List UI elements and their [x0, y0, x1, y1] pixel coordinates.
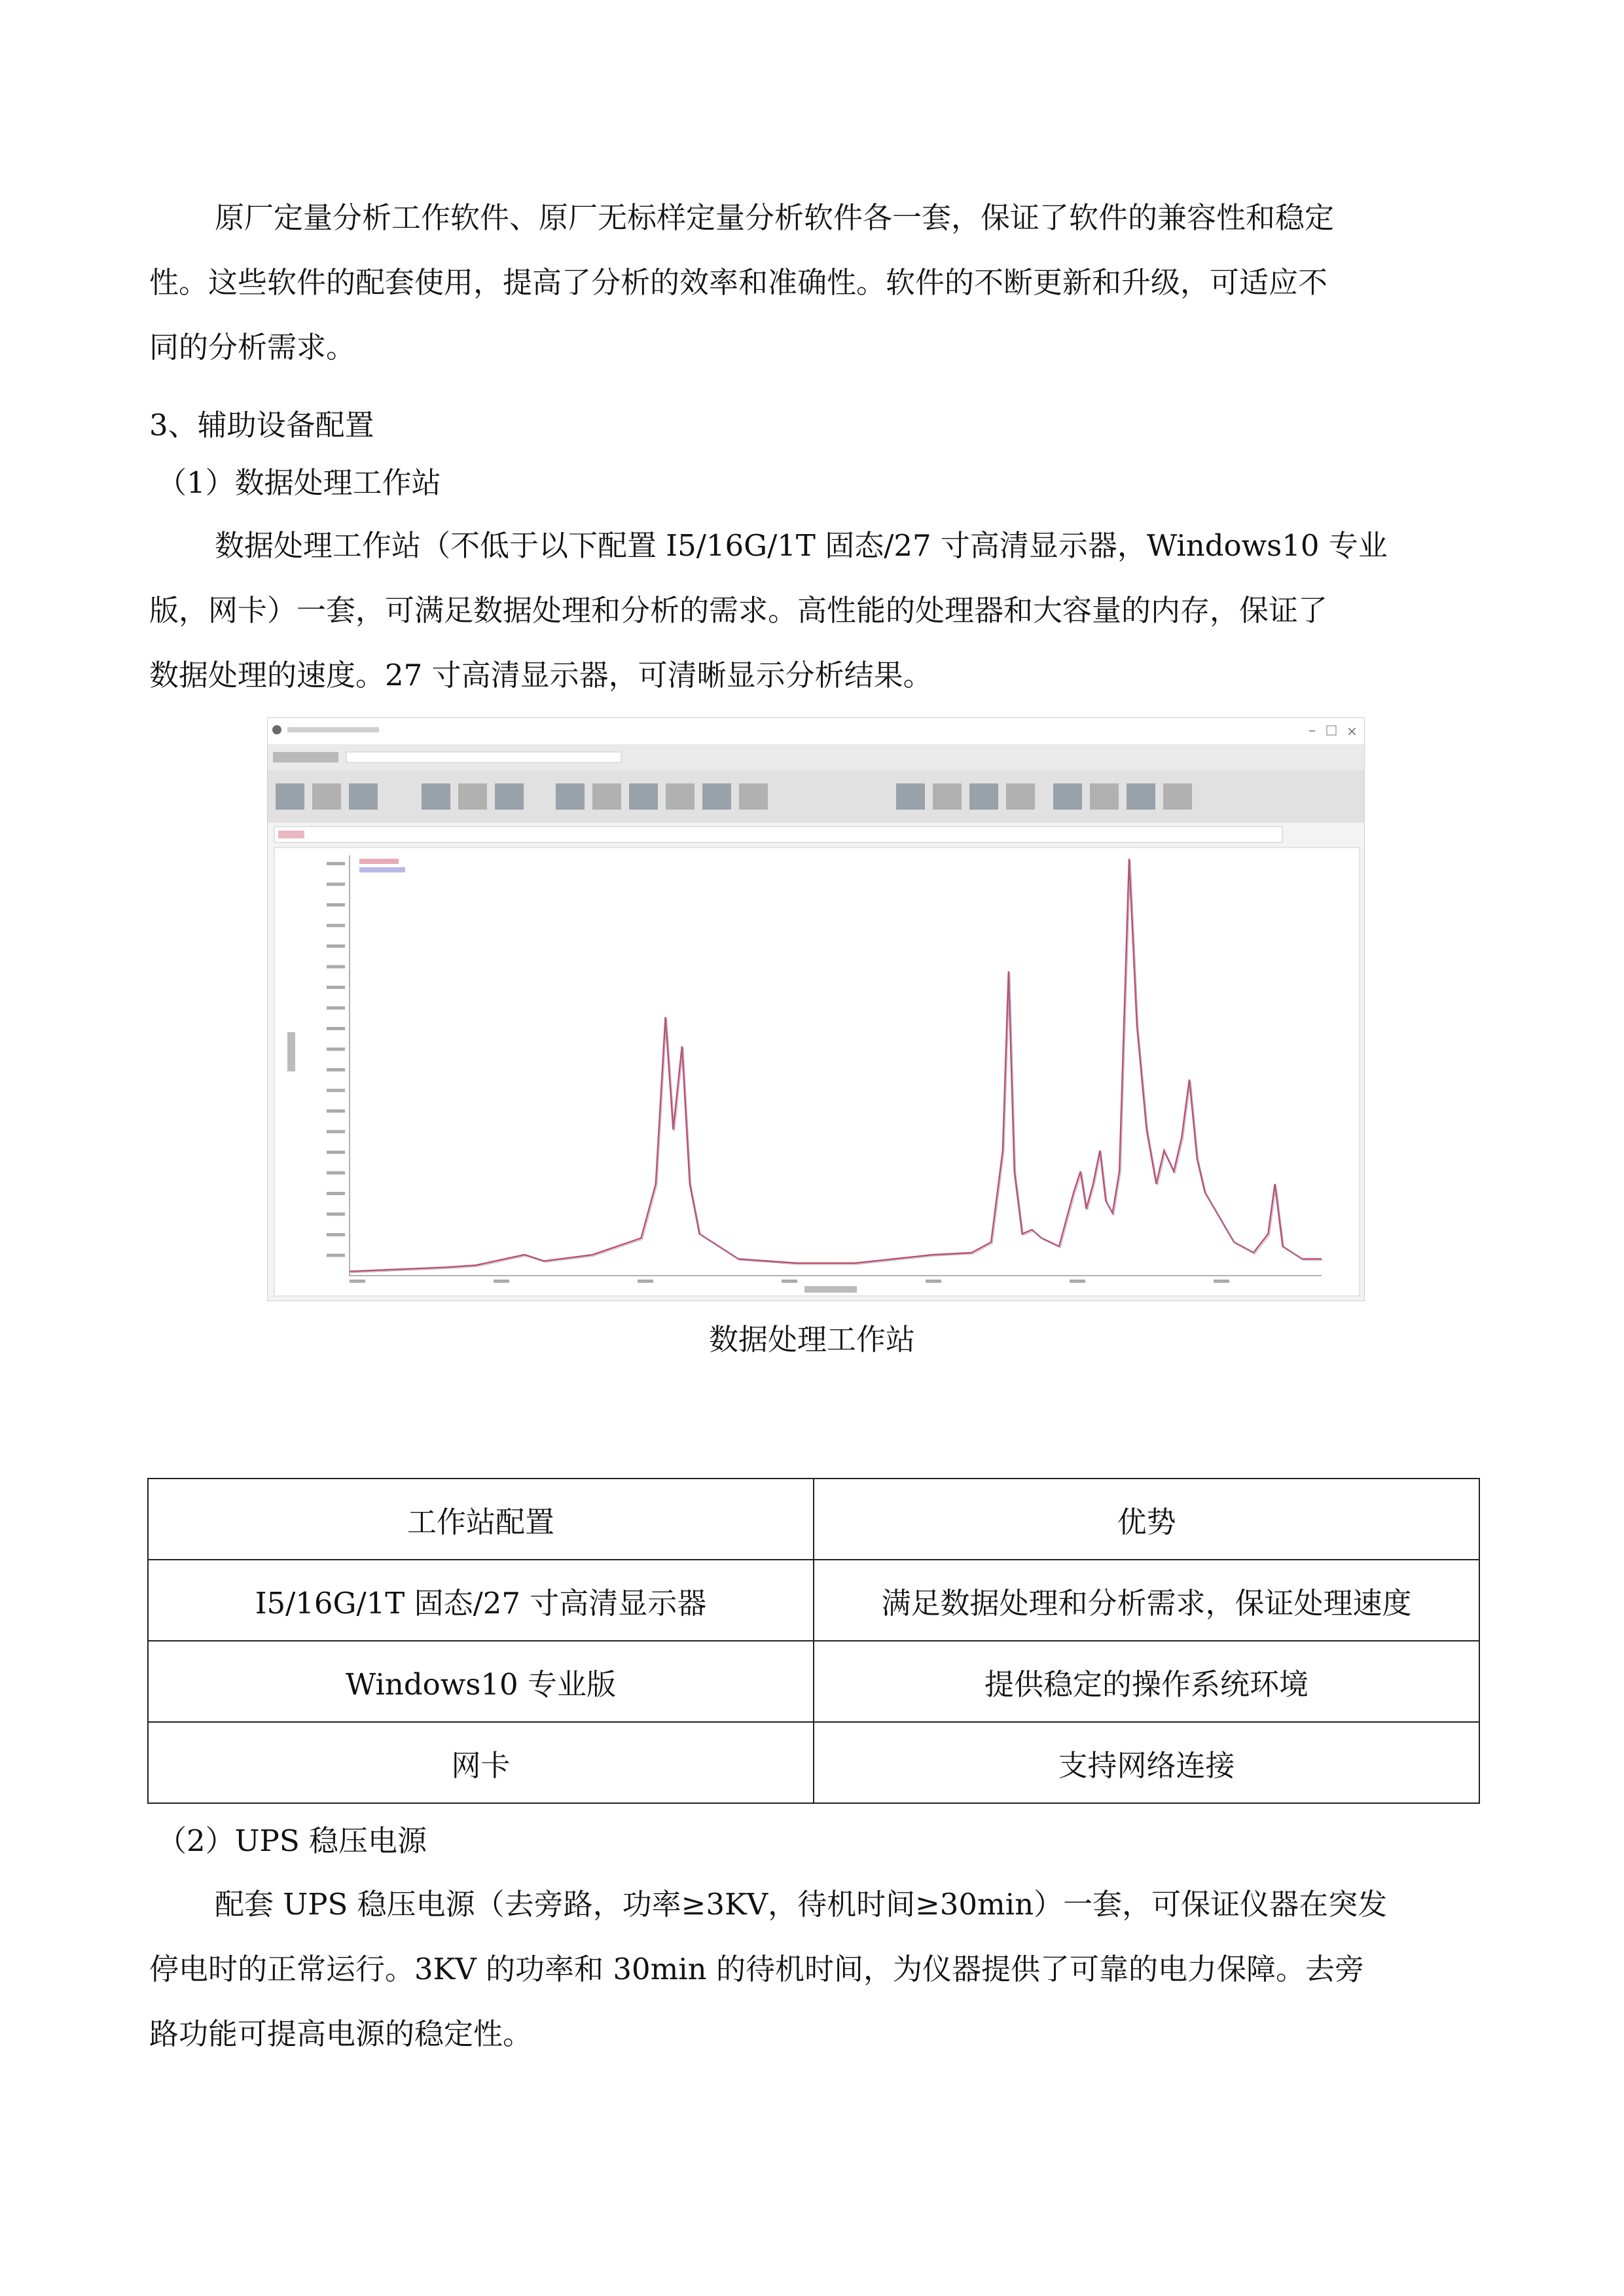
y-tick-label: [327, 965, 345, 969]
sub2-line-1: 配套 UPS 稳压电源（去旁路，功率≥3KV，待机时间≥30min）一套，可保证仪器在突发: [215, 1887, 1388, 1922]
cell-advantage: 提供稳定的操作系统环境: [814, 1641, 1479, 1722]
intro-line-3: 同的分析需求。: [149, 330, 356, 365]
path-bar[interactable]: [274, 827, 1282, 842]
y-tick-label: [327, 1048, 345, 1051]
cell-advantage: 满足数据处理和分析需求，保证处理速度: [814, 1560, 1479, 1641]
sub2-line-3: 路功能可提高电源的稳定性。: [149, 2017, 533, 2051]
cell-config: 网卡: [148, 1722, 814, 1803]
toolbar-button-icon[interactable]: [739, 783, 768, 810]
y-tick-label: [327, 1130, 345, 1134]
cell-config: I5/16G/1T 固态/27 寸高清显示器: [148, 1560, 814, 1641]
sub1-line-1: 数据处理工作站（不低于以下配置 I5/16G/1T 固态/27 寸高清显示器，Windows10 专业: [215, 528, 1388, 563]
toolbar-button-icon[interactable]: [896, 783, 925, 810]
toolbar-button-icon[interactable]: [629, 783, 658, 810]
y-tick-label: [327, 986, 345, 989]
toolbar-button-icon[interactable]: [556, 783, 585, 810]
app-icon: [272, 725, 281, 734]
sub2-line-2: 停电时的正常运行。3KV 的功率和 30min 的待机时间，为仪器提供了可靠的电力保障。去旁: [149, 1952, 1364, 1986]
x-axis-label-placeholder: [804, 1286, 857, 1293]
table-row: [148, 1641, 1479, 1722]
toolbar-button-icon[interactable]: [933, 783, 962, 810]
table-header-row: [148, 1479, 1479, 1560]
config-table: [147, 1478, 1480, 1804]
x-tick-label: [494, 1280, 509, 1283]
x-tick-label: [638, 1280, 653, 1283]
menu-combo[interactable]: [346, 752, 621, 762]
table-row: [148, 1722, 1479, 1803]
subsection-2-title: （2）UPS 稳压电源: [157, 1823, 427, 1858]
toolbar-button-icon[interactable]: [702, 783, 731, 810]
y-tick-label: [327, 1089, 345, 1092]
toolbar-button-icon[interactable]: [969, 783, 998, 810]
y-tick-label: [327, 1192, 345, 1195]
legend-entry-1: [359, 859, 399, 864]
window-title-placeholder: [287, 727, 379, 732]
path-chip: [278, 831, 304, 838]
cell-config: Windows10 专业版: [148, 1641, 814, 1722]
close-icon[interactable]: ×: [1346, 723, 1358, 739]
y-tick-label: [327, 1109, 345, 1113]
toolbar-button-icon[interactable]: [276, 783, 304, 810]
toolbar-button-icon[interactable]: [666, 783, 695, 810]
toolbar-button-icon[interactable]: [1090, 783, 1119, 810]
x-tick-label: [1070, 1280, 1085, 1283]
x-tick-label: [350, 1280, 365, 1283]
y-tick-label: [327, 1151, 345, 1154]
y-tick-label: [327, 883, 345, 886]
toolbar-button-icon[interactable]: [458, 783, 487, 810]
toolbar-button-icon[interactable]: [1053, 783, 1082, 810]
legend-entry-2: [359, 867, 405, 872]
intro-line-1: 原厂定量分析工作软件、原厂无标样定量分析软件各一套，保证了软件的兼容性和稳定: [215, 200, 1335, 235]
table-row: [148, 1560, 1479, 1641]
y-tick-label: [327, 1213, 345, 1216]
y-tick-label: [327, 1254, 345, 1257]
y-tick-label: [327, 944, 345, 948]
header-advantage: 优势: [814, 1479, 1479, 1560]
toolbar-button-icon[interactable]: [495, 783, 524, 810]
menu-item[interactable]: [273, 752, 338, 762]
section-3-title: 3、辅助设备配置: [149, 408, 374, 442]
toolbar-button-icon[interactable]: [592, 783, 621, 810]
figure-caption: 数据处理工作站: [708, 1322, 915, 1357]
x-tick-label: [782, 1280, 797, 1283]
sub1-line-2: 版，网卡）一套，可满足数据处理和分析的需求。高性能的处理器和大容量的内存，保证了: [149, 593, 1328, 628]
plot-panel: [274, 848, 1360, 1296]
toolbar-button-icon[interactable]: [349, 783, 378, 810]
title-bar: [268, 718, 1364, 744]
software-screenshot: [267, 717, 1365, 1301]
header-config: 工作站配置: [148, 1479, 814, 1560]
toolbar-button-icon[interactable]: [1127, 783, 1155, 810]
intro-line-2: 性。这些软件的配套使用，提高了分析的效率和准确性。软件的不断更新和升级，可适应不: [149, 265, 1328, 300]
y-tick-label: [327, 1172, 345, 1175]
toolbar-button-icon[interactable]: [1006, 783, 1035, 810]
toolbar-button-icon[interactable]: [312, 783, 341, 810]
subsection-1-title: （1）数据处理工作站: [157, 465, 441, 500]
y-tick-label: [327, 903, 345, 906]
y-tick-label: [327, 1233, 345, 1236]
x-tick-label: [1214, 1280, 1229, 1283]
y-tick-label: [327, 924, 345, 927]
toolbar-button-icon[interactable]: [422, 783, 450, 810]
y-tick-label: [327, 1027, 345, 1030]
y-tick-label: [327, 1007, 345, 1010]
cell-advantage: 支持网络连接: [814, 1722, 1479, 1803]
y-tick-label: [327, 862, 345, 865]
y-tick-label: [327, 1068, 345, 1071]
x-tick-label: [926, 1280, 941, 1283]
minimize-icon[interactable]: –: [1308, 723, 1316, 739]
screenshot-frame: [268, 718, 1364, 1300]
sub1-line-3: 数据处理的速度。27 寸高清显示器，可清晰显示分析结果。: [149, 658, 933, 692]
toolbar-button-icon[interactable]: [1163, 783, 1192, 810]
y-axis-label-placeholder: [287, 1032, 295, 1071]
